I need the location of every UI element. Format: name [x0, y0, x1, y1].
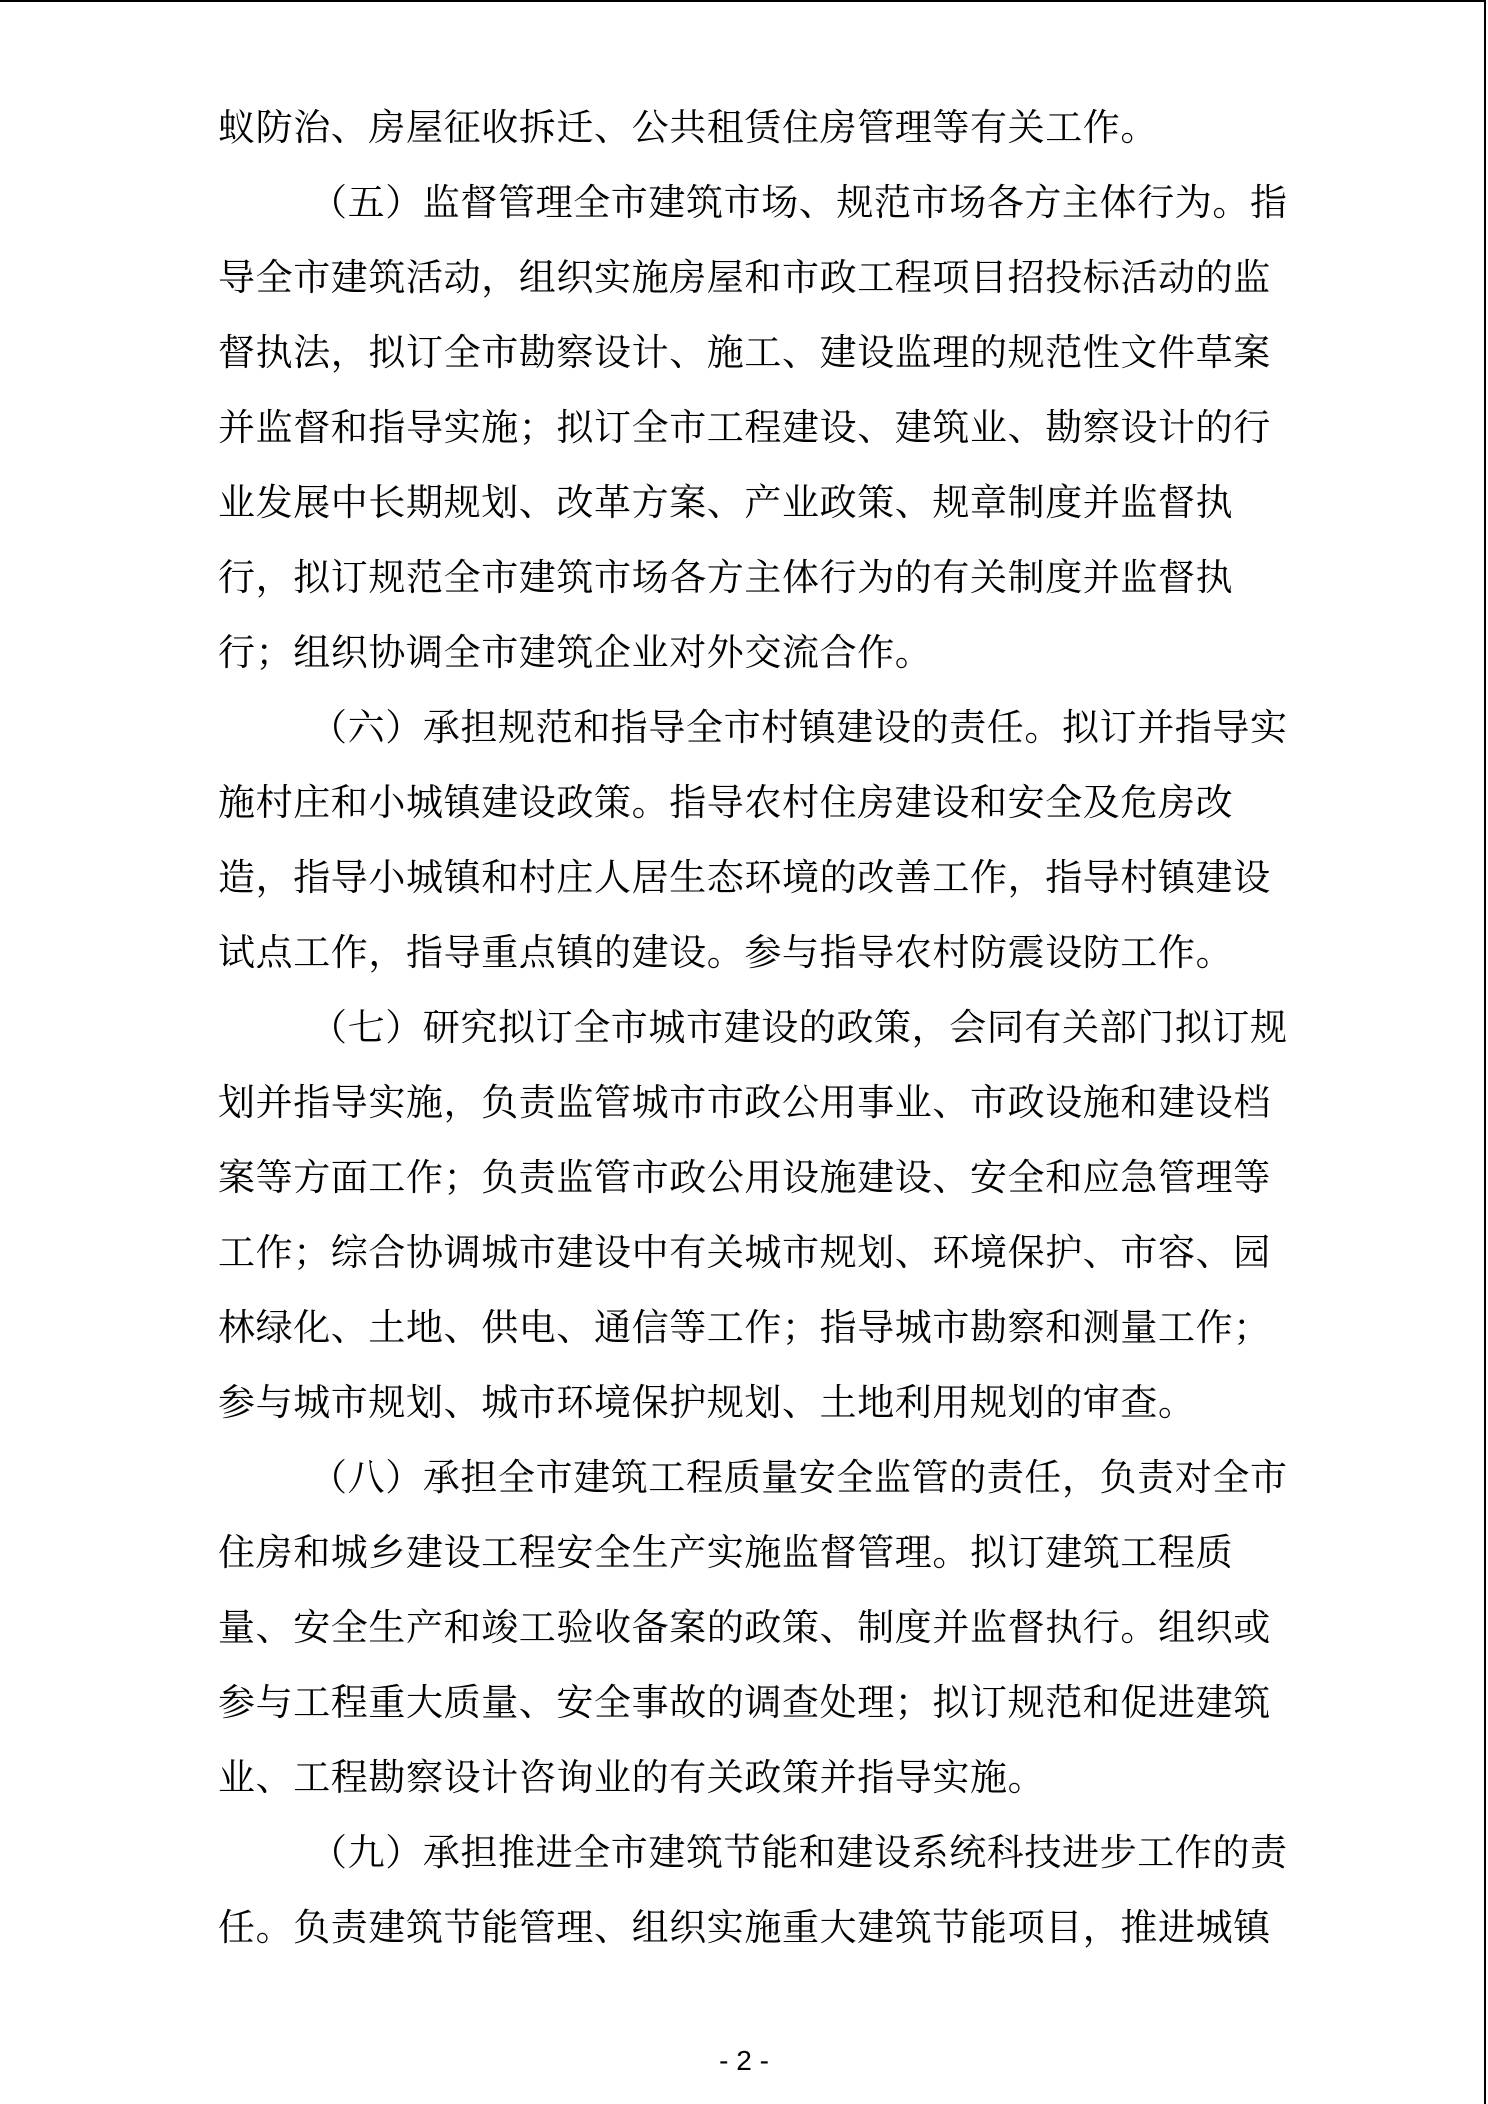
text-line: 林绿化、土地、供电、通信等工作；指导城市勘察和测量工作； [218, 1306, 1271, 1349]
text-line: 业、工程勘察设计咨询业的有关政策并指导实施。 [218, 1756, 1046, 1799]
text-line: 量、安全生产和竣工验收备案的政策、制度并监督执行。组织或 [218, 1606, 1271, 1649]
text-line: 导全市建筑活动，组织实施房屋和市政工程项目招投标活动的监 [218, 256, 1271, 299]
text-line: 任。负责建筑节能管理、组织实施重大建筑节能项目，推进城镇 [218, 1906, 1271, 1949]
text-line: 行，拟订规范全市建筑市场各方主体行为的有关制度并监督执 [218, 556, 1234, 599]
text-line: 案等方面工作；负责监管市政公用设施建设、安全和应急管理等 [218, 1156, 1271, 1199]
paragraph-7-start: （七）研究拟订全市城市建设的政策，会同有关部门拟订规 [310, 1006, 1288, 1049]
text-line: 造，指导小城镇和村庄人居生态环境的改善工作，指导村镇建设 [218, 856, 1271, 899]
text-line: 参与城市规划、城市环境保护规划、土地利用规划的审查。 [218, 1381, 1196, 1424]
paragraph-9-start: （九）承担推进全市建筑节能和建设系统科技进步工作的责 [310, 1831, 1288, 1874]
text-line: 工作；综合协调城市建设中有关城市规划、环境保护、市容、园 [218, 1231, 1271, 1274]
text-line: 蚁防治、房屋征收拆迁、公共租赁住房管理等有关工作。 [218, 106, 1158, 149]
text-line: 住房和城乡建设工程安全生产实施监督管理。拟订建筑工程质 [218, 1531, 1234, 1574]
paragraph-5-start: （五）监督管理全市建筑市场、规范市场各方主体行为。指 [310, 181, 1288, 224]
text-line: 施村庄和小城镇建设政策。指导农村住房建设和安全及危房改 [218, 781, 1234, 824]
paragraph-6-start: （六）承担规范和指导全市村镇建设的责任。拟订并指导实 [310, 706, 1288, 749]
text-line: 参与工程重大质量、安全事故的调查处理；拟订规范和促进建筑 [218, 1681, 1271, 1724]
text-line: 行；组织协调全市建筑企业对外交流合作。 [218, 631, 933, 674]
page-number: - 2 - [719, 2045, 769, 2076]
text-line: 试点工作，指导重点镇的建设。参与指导农村防震设防工作。 [218, 931, 1234, 974]
text-line: 划并指导实施，负责监管城市市政公用事业、市政设施和建设档 [218, 1081, 1271, 1124]
paragraph-8-start: （八）承担全市建筑工程质量安全监管的责任，负责对全市 [310, 1456, 1288, 1499]
text-line: 并监督和指导实施；拟订全市工程建设、建筑业、勘察设计的行 [218, 406, 1271, 449]
text-line: 督执法，拟订全市勘察设计、施工、建设监理的规范性文件草案 [218, 331, 1271, 374]
text-line: 业发展中长期规划、改革方案、产业政策、规章制度并监督执 [218, 481, 1234, 524]
